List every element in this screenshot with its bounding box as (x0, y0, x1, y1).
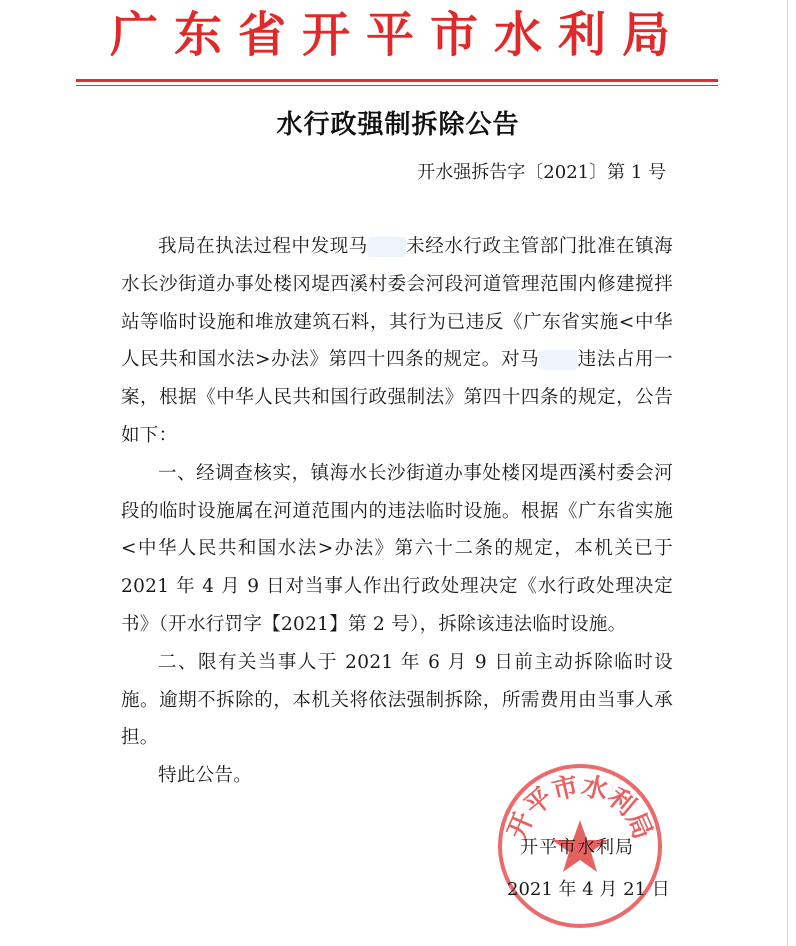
paragraph-item-2: 二、限有关当事人于 2021 年 6 月 9 日前主动拆除临时设施。逾期不拆除的，本机关将依法强制拆除，所需费用由当事人承担。 (121, 651, 673, 749)
intro-part-c: 违法占用一案，根据《中华人民共和国行政强制法》第四十四条的规定，公告如下： (121, 349, 673, 446)
intro-part-a: 我局在执法过程中发现马 (158, 236, 368, 257)
seal-text: 开平市水利局 (502, 771, 658, 844)
paragraph-item-1: 一、经调查核实，镇海水长沙街道办事处楼冈堤西溪村委会河段的临时设施属在河道范围内的违法临时设施。根据《广东省实施<中华人民共和国水法>办法》第六十二条的规定，本机关已于 2021 年 4 月 9 日对当事人作出行政处理决定《水行政处理决定书》（开水行罚字【2021】第 2 号），拆除该违法临时设施。 (121, 462, 673, 635)
redacted-name-1 (368, 237, 406, 257)
header-rule-thin (76, 85, 718, 86)
header-rule-thick (76, 79, 718, 82)
signature-organization: 开平市水利局 (520, 837, 634, 858)
document-number: 开水强拆告字〔2021〕第 1 号 (417, 162, 666, 183)
intro-part-b: 未经水行政主管部门批准在镇海水长沙街道办事处楼冈堤西溪村委会河段河道管理范围内修建搅拌站等临时设施和堆放建筑石料，其行为已违反《广东省实施<中华人民共和国水法>办法》第四十四条的规定。对马 (121, 236, 673, 371)
organization-header: 广东省开平市水利局 (109, 7, 686, 63)
closing-text: 特此公告。 (158, 765, 253, 787)
redacted-name-2 (539, 350, 577, 370)
document-body (121, 228, 673, 795)
paragraph-intro (121, 228, 673, 455)
page-edge (787, 0, 788, 946)
document-title: 水行政强制拆除公告 (276, 110, 520, 140)
signature-date: 2021 年 4 月 21 日 (507, 879, 670, 900)
